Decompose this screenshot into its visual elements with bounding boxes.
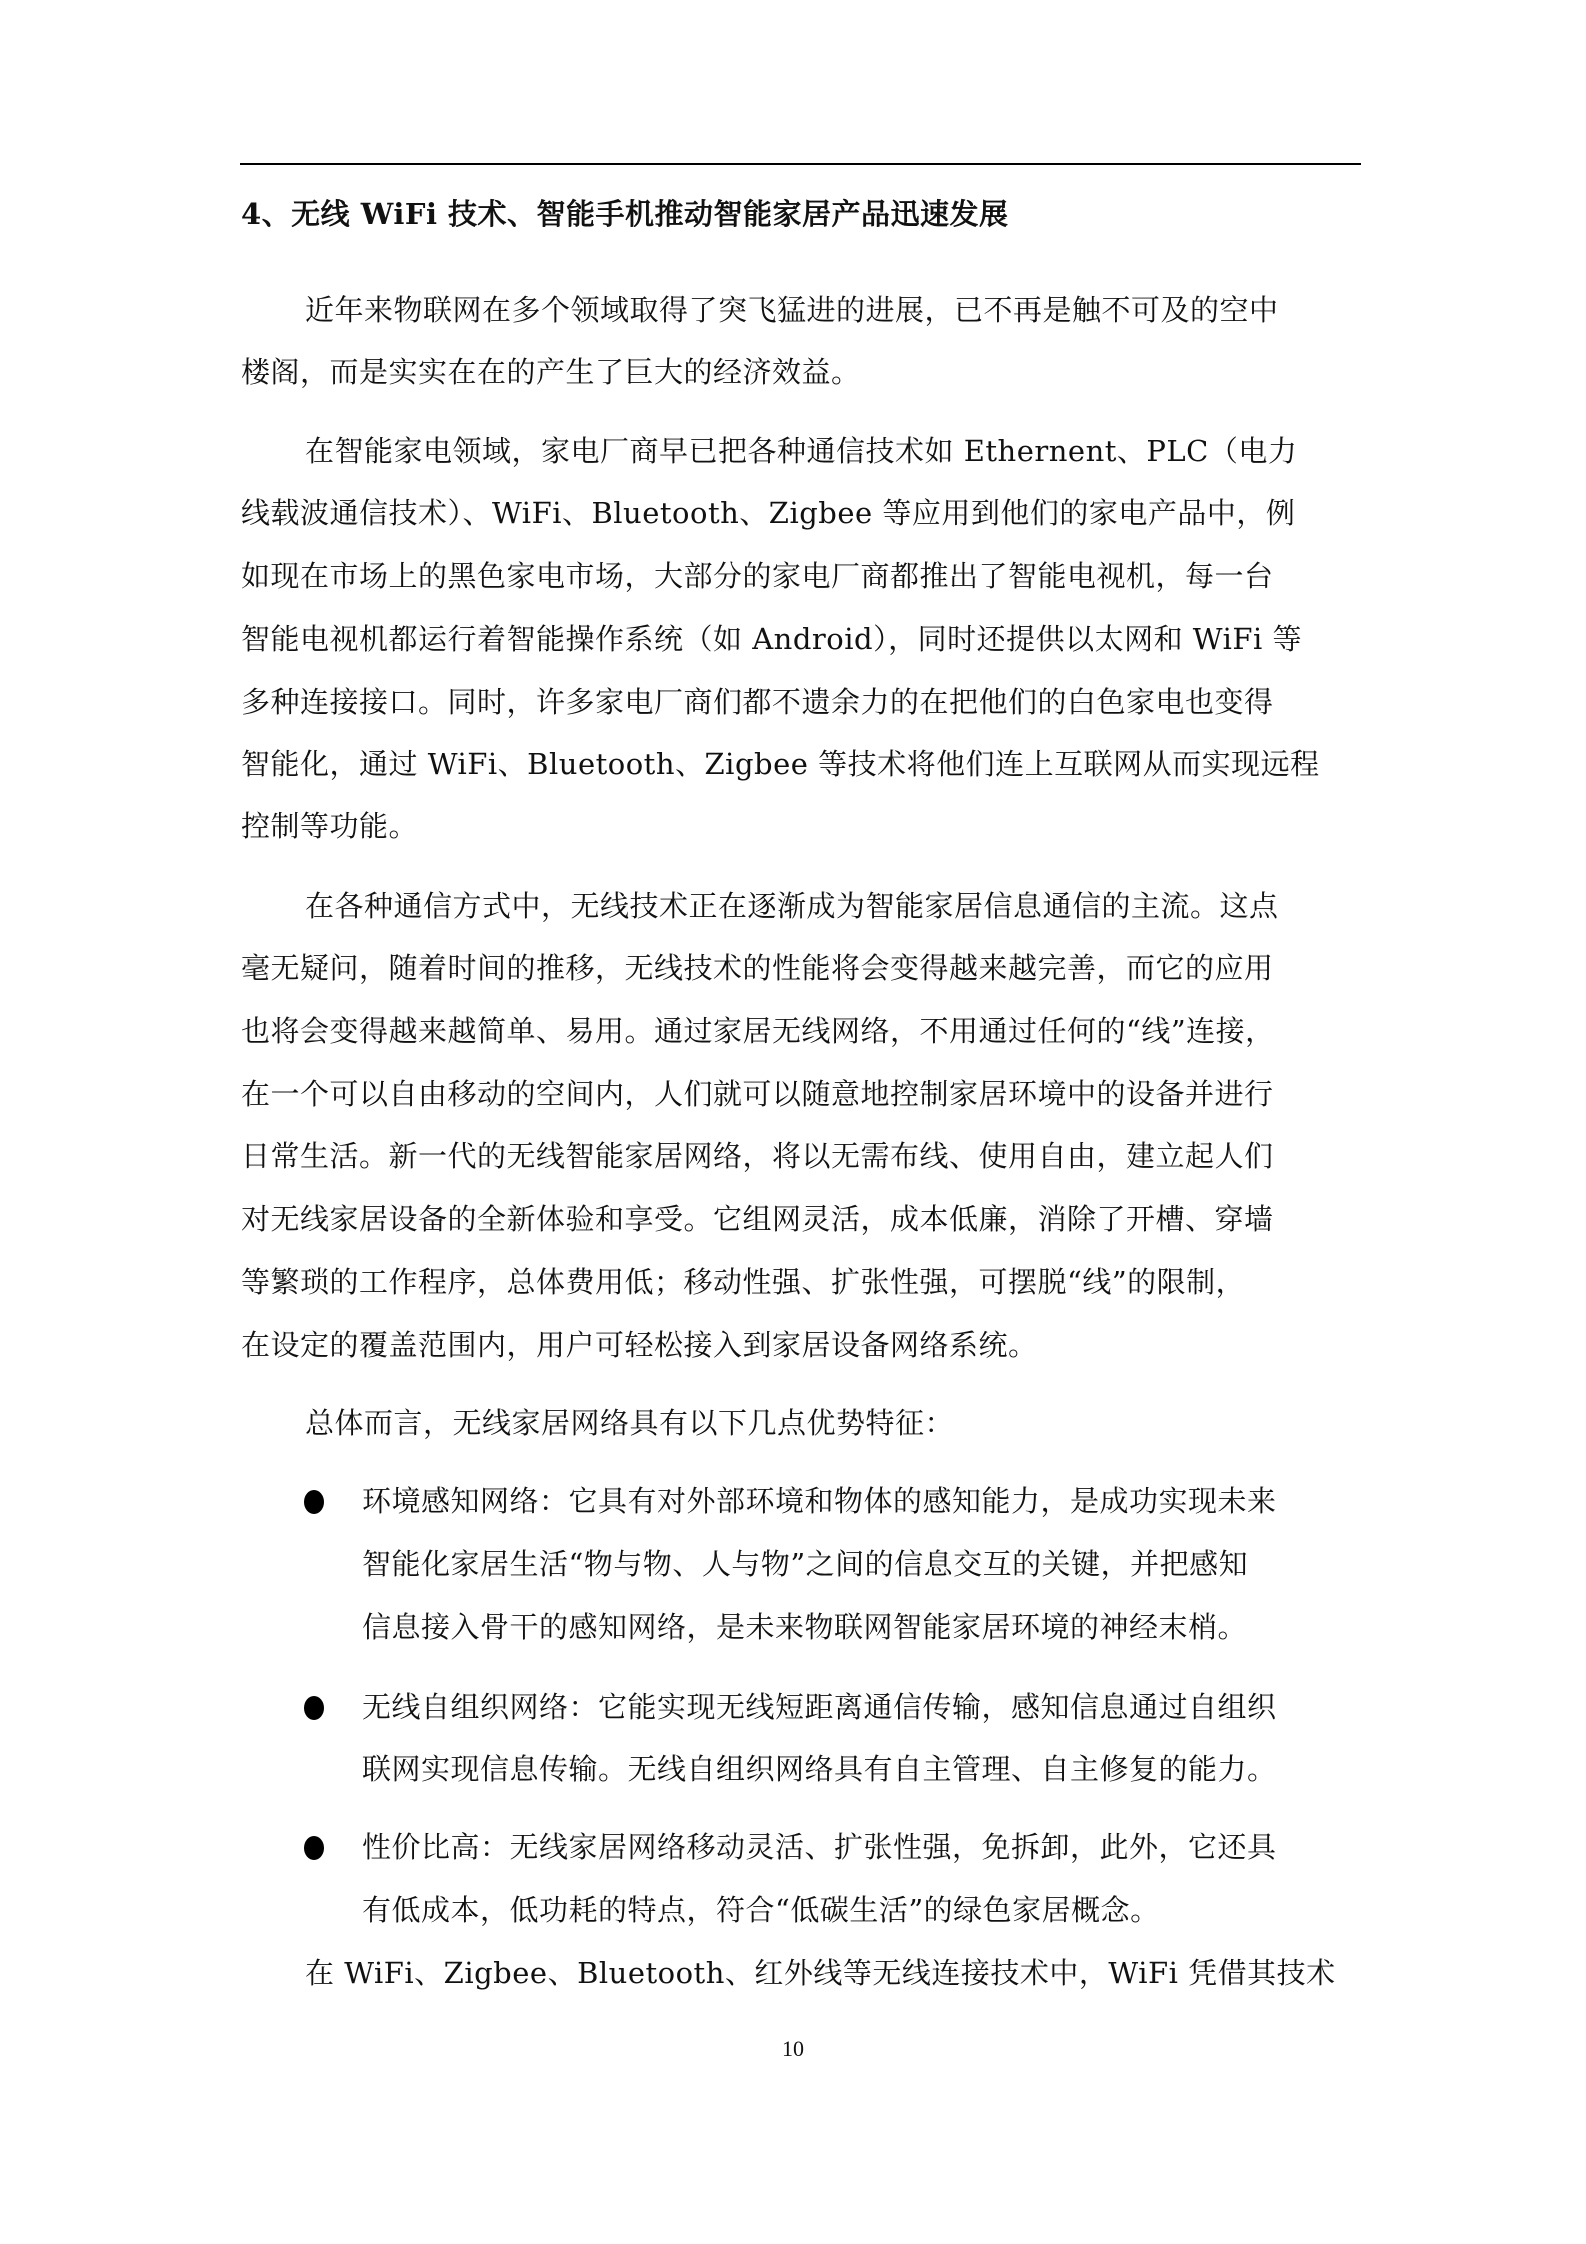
- bullet-2-line-2: 联网实现信息传输。无线自组织网络具有自主管理、自主修复的能力。: [362, 1752, 1277, 1786]
- bullet-3-line-1: 性价比高：无线家居网络移动灵活、扩张性强，免拆卸，此外，它还具: [362, 1830, 1277, 1864]
- bullet-1-line-1: 环境感知网络：它具有对外部环境和物体的感知能力，是成功实现未来: [362, 1484, 1277, 1518]
- paragraph-3-line-3: 也将会变得越来越简单、易用。通过家居无线网络，不用通过任何的“线”连接，: [241, 1014, 1275, 1048]
- bullet-1-line-2: 智能化家居生活“物与物、人与物”之间的信息交互的关键，并把感知: [362, 1547, 1249, 1581]
- header-rule: [240, 163, 1361, 165]
- bullet-2-line-1: 无线自组织网络：它能实现无线短距离通信传输，感知信息通过自组织: [362, 1690, 1277, 1724]
- bullet-dot-icon: [304, 1836, 324, 1860]
- paragraph-2-line-4: 智能电视机都运行着智能操作系统（如 Android），同时还提供以太网和 WiFi 等: [241, 622, 1302, 656]
- bullet-dot-icon: [304, 1696, 324, 1720]
- paragraph-3-line-7: 等繁琐的工作程序，总体费用低；移动性强、扩张性强，可摆脱“线”的限制，: [241, 1265, 1246, 1299]
- paragraph-3-line-2: 毫无疑问，随着时间的推移，无线技术的性能将会变得越来越完善，而它的应用: [241, 951, 1274, 985]
- bullet-3-line-2: 有低成本，低功耗的特点，符合“低碳生活”的绿色家居概念。: [362, 1893, 1160, 1927]
- paragraph-2-line-6: 智能化，通过 WiFi、Bluetooth、Zigbee 等技术将他们连上互联网从而实现远程: [241, 747, 1320, 781]
- paragraph-2-line-5: 多种连接接口。同时，许多家电厂商们都不遗余力的在把他们的白色家电也变得: [241, 685, 1274, 719]
- paragraph-2-line-1: 在智能家电领域，家电厂商早已把各种通信技术如 Ethernent、PLC（电力: [305, 434, 1298, 468]
- paragraph-2-line-2: 线载波通信技术）、WiFi、Bluetooth、Zigbee 等应用到他们的家电产品中，例: [241, 496, 1296, 530]
- paragraph-4-line-1: 总体而言，无线家居网络具有以下几点优势特征：: [305, 1406, 955, 1440]
- bullet-1-line-3: 信息接入骨干的感知网络，是未来物联网智能家居环境的神经末梢。: [362, 1610, 1248, 1644]
- paragraph-3-line-6: 对无线家居设备的全新体验和享受。它组网灵活，成本低廉，消除了开槽、穿墙: [241, 1202, 1274, 1236]
- paragraph-3-line-8: 在设定的覆盖范围内，用户可轻松接入到家居设备网络系统。: [241, 1328, 1038, 1362]
- section-heading: 4、无线 WiFi 技术、智能手机推动智能家居产品迅速发展: [241, 197, 1009, 231]
- page-number: 10: [782, 2036, 804, 2061]
- paragraph-3-line-5: 日常生活。新一代的无线智能家居网络，将以无需布线、使用自由，建立起人们: [241, 1139, 1274, 1173]
- paragraph-1-line-1: 近年来物联网在多个领域取得了突飞猛进的进展，已不再是触不可及的空中: [305, 293, 1279, 327]
- paragraph-3-line-1: 在各种通信方式中，无线技术正在逐渐成为智能家居信息通信的主流。这点: [305, 889, 1279, 923]
- bullet-dot-icon: [304, 1490, 324, 1514]
- paragraph-2-line-3: 如现在市场上的黑色家电市场，大部分的家电厂商都推出了智能电视机，每一台: [241, 559, 1274, 593]
- paragraph-1-line-2: 楼阁，而是实实在在的产生了巨大的经济效益。: [241, 355, 861, 389]
- paragraph-3-line-4: 在一个可以自由移动的空间内，人们就可以随意地控制家居环境中的设备并进行: [241, 1077, 1274, 1111]
- paragraph-2-line-7: 控制等功能。: [241, 809, 419, 843]
- paragraph-5-line-1: 在 WiFi、Zigbee、Bluetooth、红外线等无线连接技术中，WiFi 凭借其技术: [305, 1956, 1336, 1990]
